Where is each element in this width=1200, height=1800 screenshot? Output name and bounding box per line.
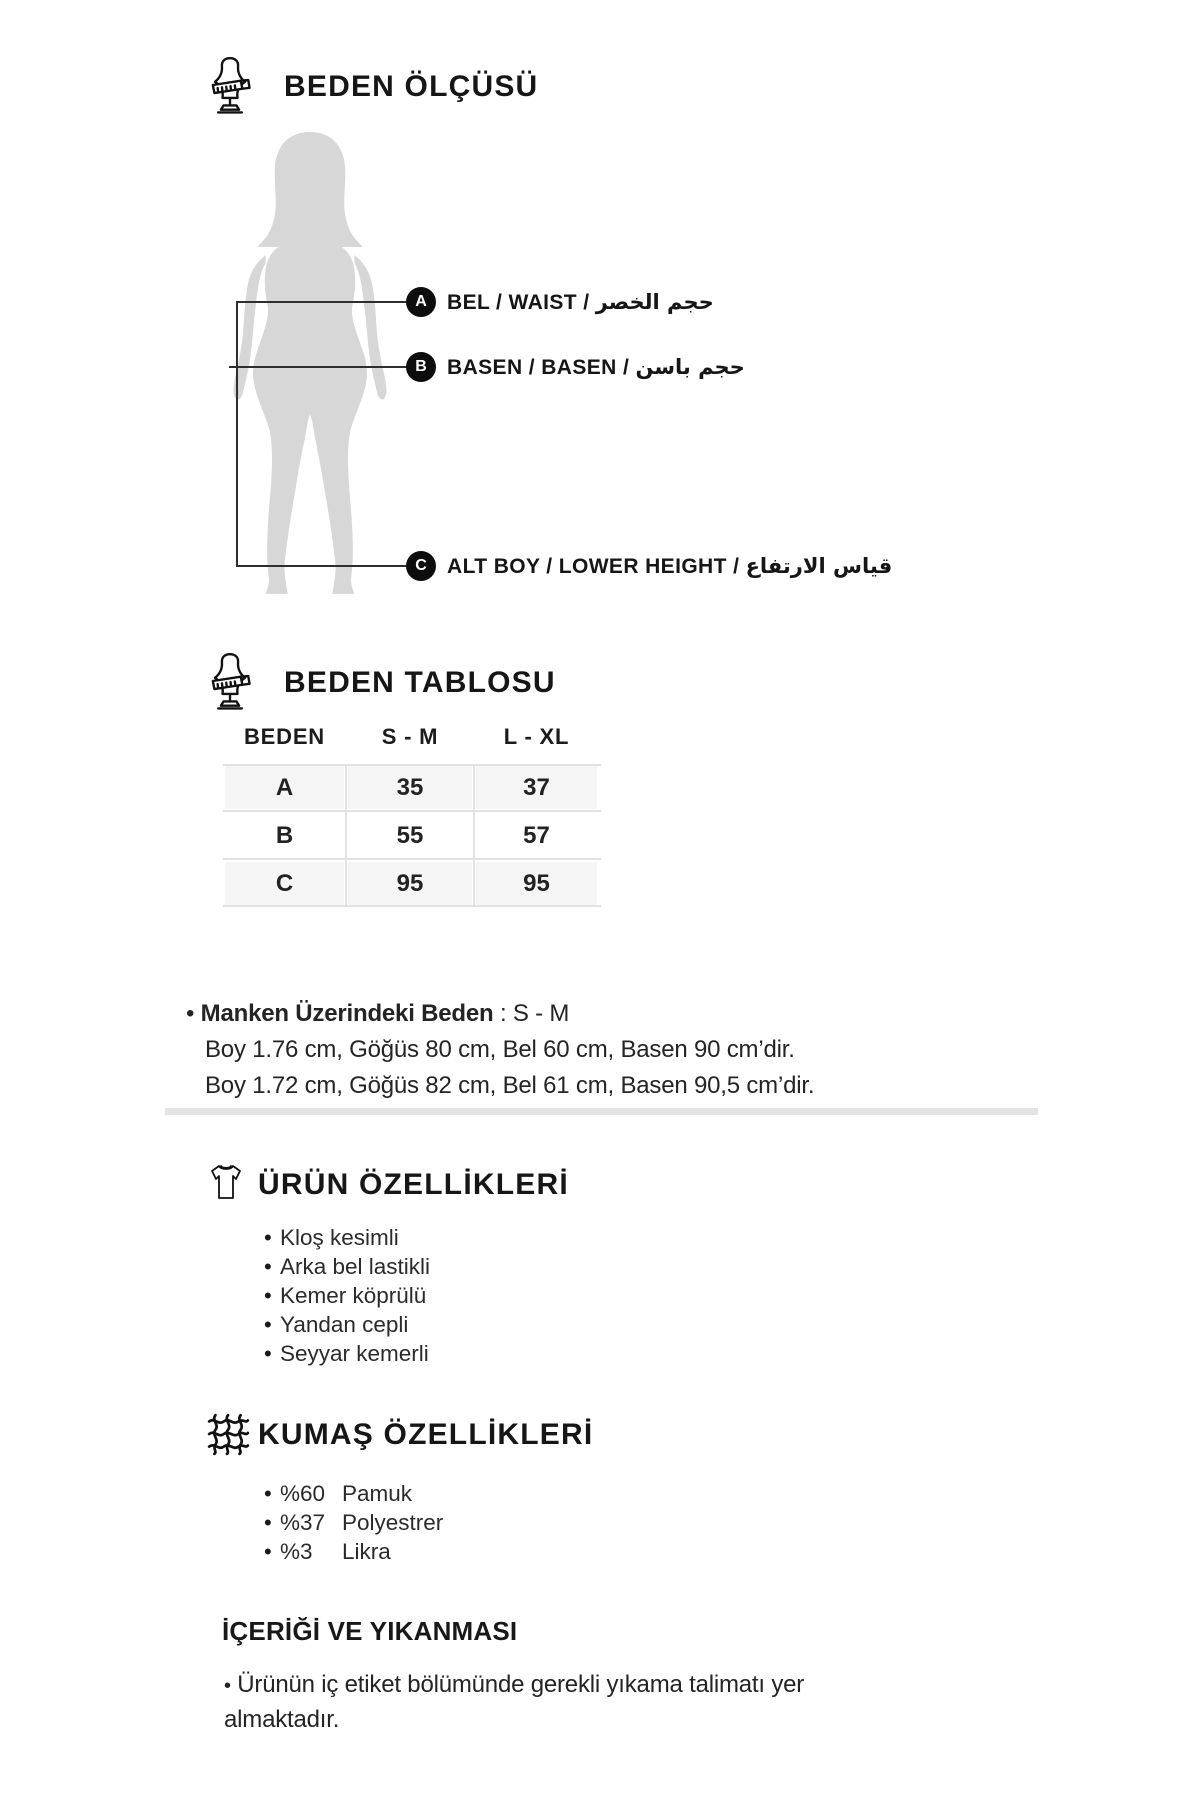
list-item — [264, 1252, 430, 1281]
mannequin-icon — [204, 652, 256, 710]
list-item — [264, 1310, 430, 1339]
care-instructions — [224, 1668, 879, 1736]
measure-label-c-latin: ALT BOY / LOWER HEIGHT / — [447, 555, 746, 578]
measure-marker-a: A — [406, 287, 436, 317]
bullet-dot: • — [264, 1481, 272, 1506]
measure-line-b — [229, 366, 408, 368]
bullet-dot: • — [264, 1539, 272, 1564]
table-row-b-sm: 55 — [348, 814, 472, 857]
list-item — [264, 1281, 430, 1310]
tshirt-icon — [206, 1160, 246, 1204]
fabric-name: Likra — [342, 1539, 391, 1564]
size-table — [225, 724, 599, 905]
fabric-name: Polyestrer — [342, 1510, 444, 1535]
table-column-rule — [345, 764, 347, 907]
section-title-care: İÇERİĞİ VE YIKANMASI — [222, 1616, 518, 1646]
measure-marker-c: C — [406, 551, 436, 581]
feature-text: Kloş kesimli — [280, 1225, 399, 1250]
fabric-name: Pamuk — [342, 1481, 413, 1506]
table-row-a-lxl: 37 — [476, 766, 597, 809]
size-table-body — [225, 766, 599, 905]
fabric-percentage: %37 — [280, 1510, 326, 1535]
measure-label-b-arabic: حجم باسن — [635, 355, 745, 379]
model-size-value: : S - M — [493, 1000, 570, 1027]
bullet-dot: • — [224, 1675, 231, 1697]
feature-text: Kemer köprülü — [280, 1283, 427, 1308]
measure-label-a — [447, 289, 714, 315]
measure-label-b — [447, 354, 745, 380]
table-row-a-sm: 35 — [348, 766, 472, 809]
measure-line-c — [237, 565, 408, 567]
table-rule — [223, 858, 601, 860]
bullet-dot: • — [264, 1510, 272, 1535]
table-rule — [223, 810, 601, 812]
size-table-header-row — [225, 724, 599, 750]
size-table-header-sm: S - M — [381, 724, 439, 749]
bullet-dot: • — [264, 1254, 272, 1279]
feature-text: Seyyar kemerli — [280, 1341, 429, 1366]
measure-label-a-arabic: حجم الخصر — [595, 290, 714, 314]
section-divider — [165, 1108, 1038, 1115]
table-row-c-sm: 95 — [348, 862, 472, 905]
section-title-fabric-features: KUMAŞ ÖZELLİKLERİ — [258, 1418, 594, 1451]
list-item — [264, 1339, 430, 1368]
bullet-dot: • — [186, 1000, 195, 1027]
feature-text: Yandan cepli — [280, 1312, 409, 1337]
bullet-dot: • — [264, 1341, 272, 1366]
list-item — [264, 1537, 443, 1566]
measure-line-a — [237, 301, 408, 303]
list-item — [264, 1223, 430, 1252]
size-table-header-lxl: L - XL — [503, 724, 570, 749]
fabric-weave-icon — [205, 1411, 251, 1457]
measure-marker-b: B — [406, 352, 436, 382]
table-row-c-key: C — [225, 862, 344, 905]
measure-label-a-latin: BEL / WAIST / — [447, 291, 596, 314]
measure-label-b-latin: BASEN / BASEN / — [447, 356, 636, 379]
measure-bracket-vertical — [236, 301, 238, 567]
table-row-c-lxl: 95 — [476, 862, 597, 905]
table-rule — [223, 905, 601, 907]
table-row-b-key: B — [225, 814, 344, 857]
table-column-rule — [473, 764, 475, 907]
measure-label-c — [447, 553, 892, 579]
bullet-dot: • — [264, 1312, 272, 1337]
list-item — [264, 1479, 443, 1508]
model-size-label: Manken Üzerindeki Beden — [200, 1000, 494, 1027]
section-title-size-table: BEDEN TABLOSU — [284, 666, 556, 699]
feature-text: Arka bel lastikli — [280, 1254, 431, 1279]
product-features-list — [264, 1223, 430, 1368]
section-title-product-features: ÜRÜN ÖZELLİKLERİ — [258, 1168, 569, 1201]
section-title-size-measure: BEDEN ÖLÇÜSÜ — [284, 70, 539, 103]
table-row-b-lxl: 57 — [476, 814, 597, 857]
model-measurements-1: Boy 1.76 cm, Göğüs 80 cm, Bel 60 cm, Basen 90 cm’dir. — [205, 1036, 795, 1063]
measure-label-c-arabic: قياس الارتفاع — [745, 554, 893, 578]
table-row-a-key: A — [225, 766, 344, 809]
size-table-header-beden: BEDEN — [243, 724, 325, 749]
model-size-info — [186, 996, 814, 1104]
list-item — [264, 1508, 443, 1537]
mannequin-icon — [204, 56, 256, 114]
bullet-dot: • — [264, 1283, 272, 1308]
fabric-percentage: %3 — [280, 1539, 313, 1564]
care-text: Ürünün iç etiket bölümünde gerekli yıkama talimatı yer almaktadır. — [224, 1671, 805, 1733]
model-size-line — [186, 996, 814, 1032]
fabric-percentage: %60 — [280, 1481, 326, 1506]
bullet-dot: • — [264, 1225, 272, 1250]
model-measurements-2: Boy 1.72 cm, Göğüs 82 cm, Bel 61 cm, Basen 90,5 cm’dir. — [205, 1072, 815, 1099]
table-rule — [223, 764, 601, 766]
fabric-features-list — [264, 1479, 443, 1566]
